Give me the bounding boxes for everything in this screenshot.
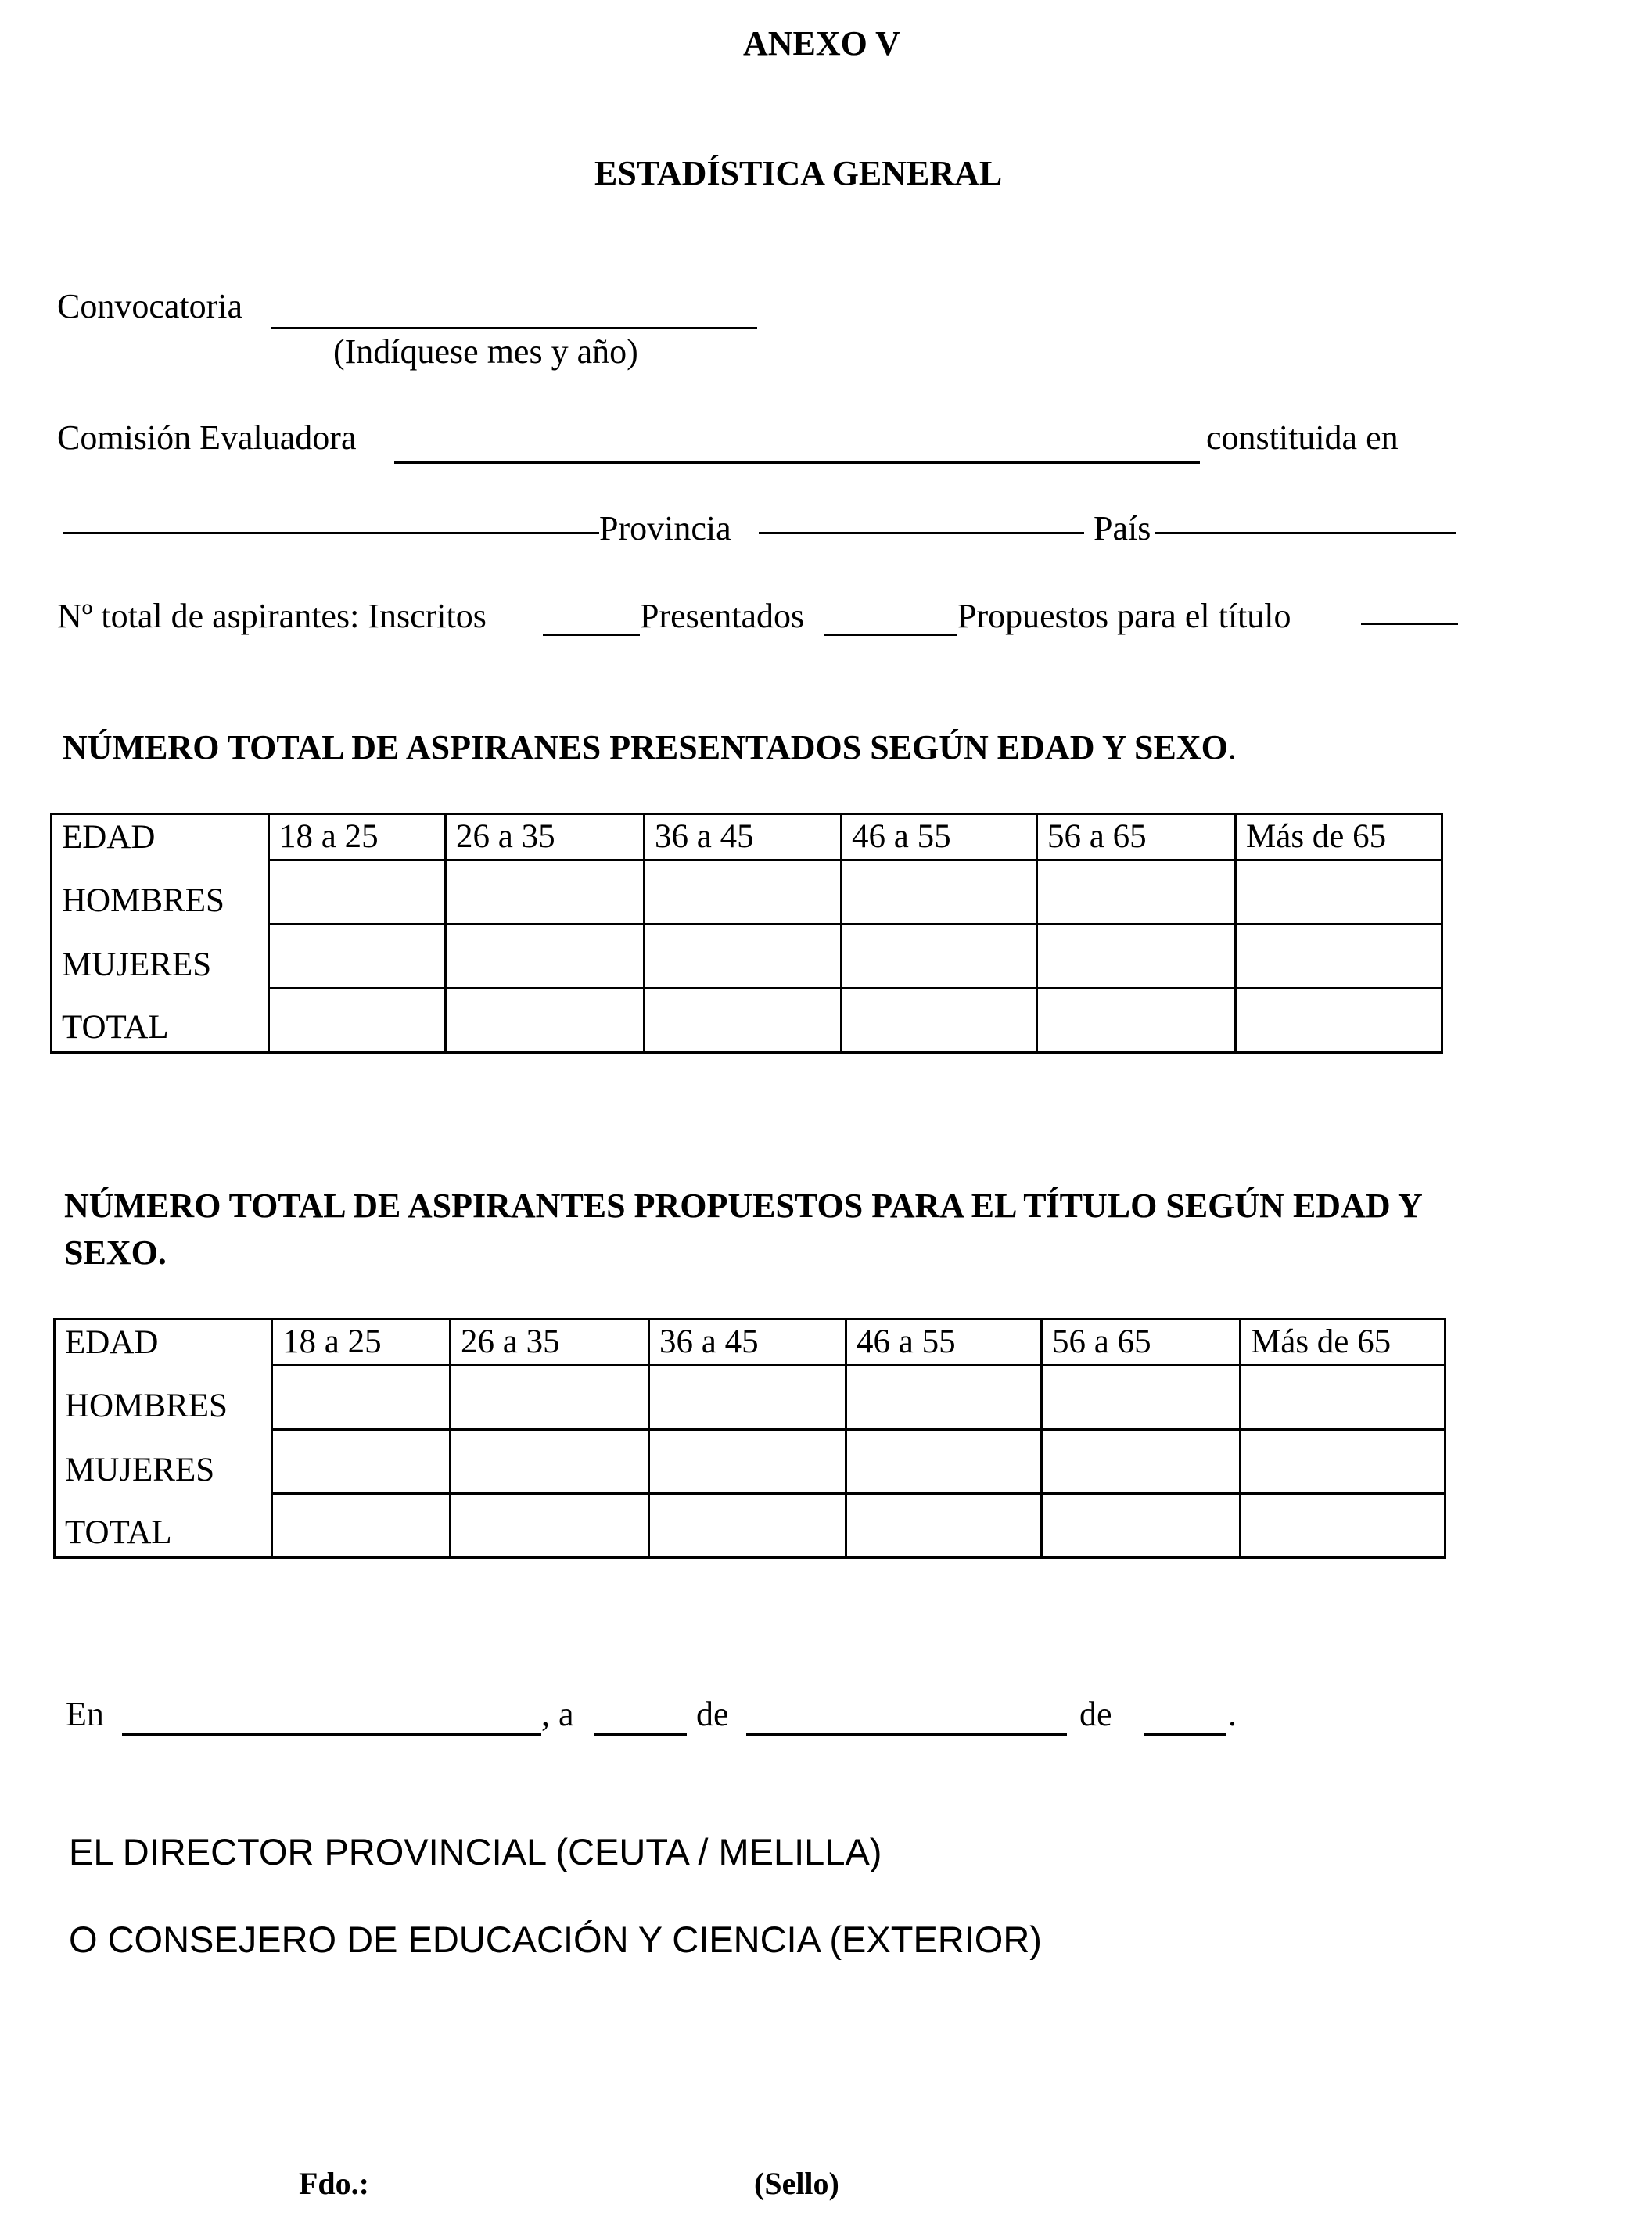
table2-header-edad: EDAD (55, 1319, 272, 1366)
table1-cell[interactable] (269, 989, 446, 1053)
table2-cell[interactable] (272, 1366, 451, 1430)
presentados-field-line[interactable] (824, 634, 957, 636)
provincia-field-line[interactable] (759, 532, 1084, 534)
table1-cell[interactable] (645, 925, 842, 989)
day-field-line[interactable] (594, 1733, 687, 1736)
table2-cell[interactable] (1241, 1494, 1446, 1558)
table2-cell[interactable] (1042, 1366, 1241, 1430)
table1-header-col: 18 a 25 (269, 814, 446, 860)
fdo-label: Fdo.: (299, 2166, 369, 2201)
table1-cell[interactable] (446, 860, 645, 925)
table2-header-col: 56 a 65 (1042, 1319, 1241, 1366)
table2-cell[interactable] (649, 1430, 846, 1494)
year-field-line[interactable] (1144, 1733, 1226, 1736)
table1-cell[interactable] (842, 925, 1037, 989)
presentados-table (50, 813, 1443, 1054)
pais-label: País (1094, 509, 1151, 548)
table2-cell[interactable] (649, 1366, 846, 1430)
table2-row-label: TOTAL (55, 1494, 272, 1558)
table2-cell[interactable] (846, 1430, 1042, 1494)
a-label: , a (541, 1695, 574, 1733)
de-label-month: de (696, 1695, 729, 1733)
constituida-label: constituida en (1206, 418, 1399, 457)
table1-cell[interactable] (645, 989, 842, 1053)
table-row (55, 1366, 1446, 1430)
convocatoria-hint: (Indíquese mes y año) (333, 332, 638, 371)
table2-header-row (55, 1319, 1446, 1366)
table1-cell[interactable] (1037, 925, 1236, 989)
convocatoria-label: Convocatoria (57, 287, 243, 325)
table2-row-label: MUJERES (55, 1430, 272, 1494)
table1-header-row (52, 814, 1442, 860)
table1-header-col: 36 a 45 (645, 814, 842, 860)
document-title: ESTADÍSTICA GENERAL (594, 154, 1003, 192)
propuestos-label: Propuestos para el título (957, 597, 1291, 635)
en-label: En (66, 1695, 104, 1733)
table1-cell[interactable] (446, 989, 645, 1053)
table2-row-label: HOMBRES (55, 1366, 272, 1430)
table1-cell[interactable] (1037, 989, 1236, 1053)
table-row (55, 1494, 1446, 1558)
table2-header-col: 18 a 25 (272, 1319, 451, 1366)
table2-header-col: 46 a 55 (846, 1319, 1042, 1366)
table2-heading-line2: SEXO. (64, 1233, 167, 1272)
provincia-label: Provincia (599, 509, 731, 548)
date-period: . (1228, 1695, 1237, 1733)
table2-cell[interactable] (1241, 1366, 1446, 1430)
table1-cell[interactable] (1236, 925, 1442, 989)
table1-header-col: 46 a 55 (842, 814, 1037, 860)
pais-field-line[interactable] (1155, 532, 1456, 534)
table2-cell[interactable] (1042, 1494, 1241, 1558)
table1-cell[interactable] (842, 989, 1037, 1053)
table2-cell[interactable] (451, 1430, 649, 1494)
table2-header-col: Más de 65 (1241, 1319, 1446, 1366)
location-field-line[interactable] (63, 532, 599, 534)
table1-cell[interactable] (269, 860, 446, 925)
table1-cell[interactable] (842, 860, 1037, 925)
sello-label: (Sello) (754, 2166, 839, 2201)
propuestos-field-line[interactable] (1361, 623, 1458, 625)
comision-label: Comisión Evaluadora (57, 418, 357, 457)
comision-field-line[interactable] (394, 461, 1200, 464)
propuestos-table (53, 1318, 1446, 1559)
table1-heading-period: . (1227, 728, 1237, 767)
table1-row-label: HOMBRES (52, 860, 269, 925)
place-field-line[interactable] (122, 1733, 541, 1736)
de-label-year: de (1079, 1695, 1112, 1733)
convocatoria-field-line[interactable] (271, 327, 757, 329)
presentados-label: Presentados (640, 597, 805, 635)
table1-header-edad: EDAD (52, 814, 269, 860)
inscritos-field-line[interactable] (543, 634, 640, 636)
table2-cell[interactable] (846, 1366, 1042, 1430)
consejero-line: O CONSEJERO DE EDUCACIÓN Y CIENCIA (EXTERIOR) (69, 1919, 1042, 1960)
table2-cell[interactable] (1042, 1430, 1241, 1494)
table2-cell[interactable] (1241, 1430, 1446, 1494)
table1-cell[interactable] (1236, 989, 1442, 1053)
aspirantes-label: Nº total de aspirantes: Inscritos (57, 597, 487, 635)
table1-header-col: 56 a 65 (1037, 814, 1236, 860)
director-line: EL DIRECTOR PROVINCIAL (CEUTA / MELILLA) (69, 1831, 882, 1872)
table1-header-col: 26 a 35 (446, 814, 645, 860)
table-row (52, 860, 1442, 925)
table-row (52, 989, 1442, 1053)
table1-cell[interactable] (645, 860, 842, 925)
table-row (55, 1430, 1446, 1494)
table2-cell[interactable] (272, 1494, 451, 1558)
table1-cell[interactable] (269, 925, 446, 989)
table2-cell[interactable] (649, 1494, 846, 1558)
table1-heading-text: NÚMERO TOTAL DE ASPIRANES PRESENTADOS SEGÚN EDAD Y SEXO (63, 728, 1228, 767)
table1-row-label: TOTAL (52, 989, 269, 1053)
table2-cell[interactable] (846, 1494, 1042, 1558)
table1-cell[interactable] (1236, 860, 1442, 925)
table1-cell[interactable] (1037, 860, 1236, 925)
table1-cell[interactable] (446, 925, 645, 989)
table1-heading (63, 727, 1237, 767)
table2-header-col: 26 a 35 (451, 1319, 649, 1366)
table2-cell[interactable] (272, 1430, 451, 1494)
annex-title: ANEXO V (743, 24, 900, 63)
month-field-line[interactable] (746, 1733, 1067, 1736)
table1-header-col: Más de 65 (1236, 814, 1442, 860)
table-row (52, 925, 1442, 989)
table2-header-col: 36 a 45 (649, 1319, 846, 1366)
table2-cell[interactable] (451, 1366, 649, 1430)
table1-row-label: MUJERES (52, 925, 269, 989)
table2-heading-line1: NÚMERO TOTAL DE ASPIRANTES PROPUESTOS PARA EL TÍTULO SEGÚN EDAD Y (64, 1187, 1423, 1225)
table2-cell[interactable] (451, 1494, 649, 1558)
